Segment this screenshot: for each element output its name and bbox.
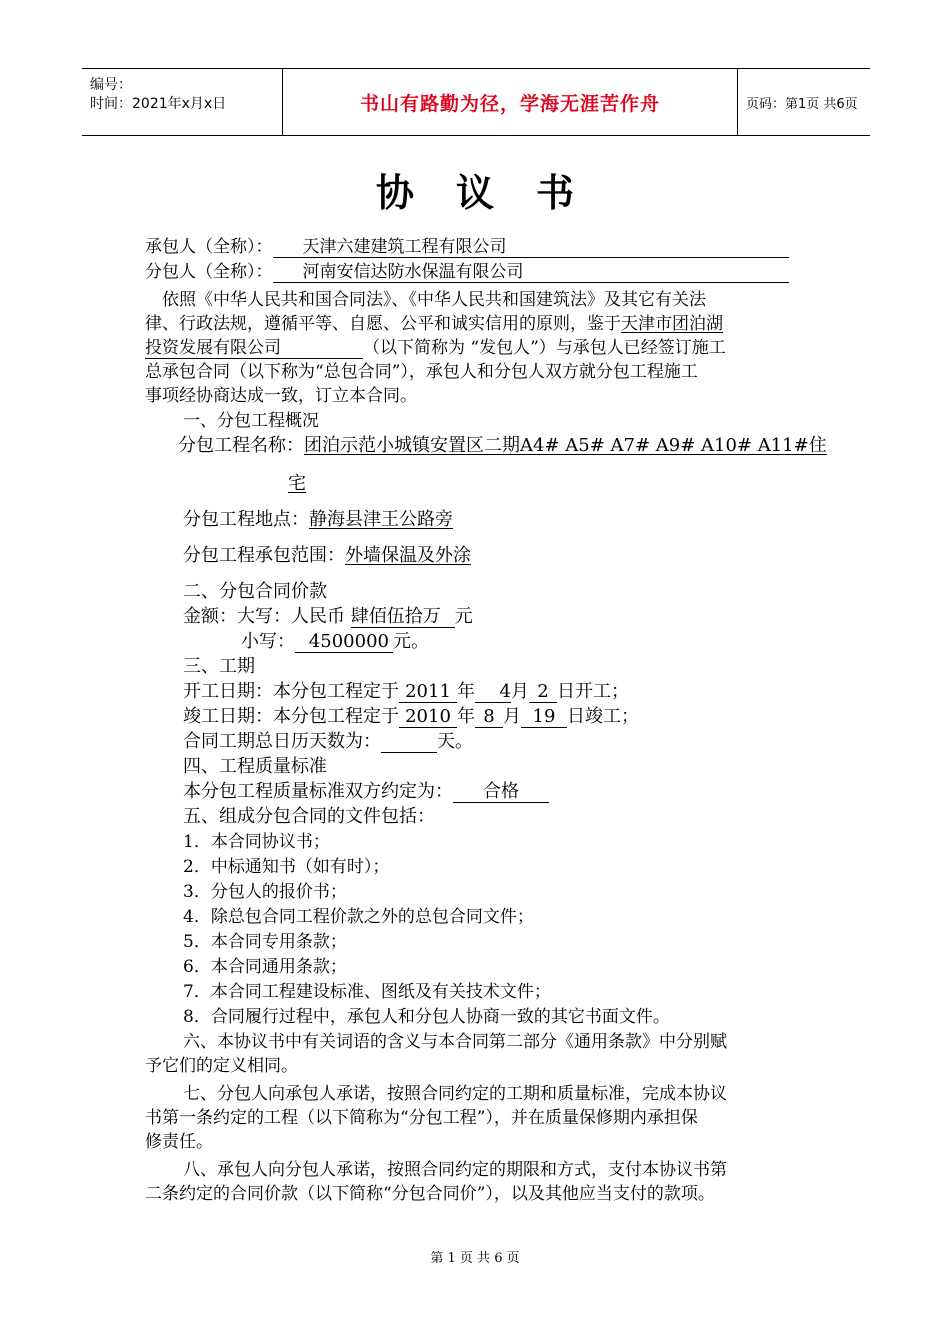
- section8-line-2: 二条约定的合同价款（以下简称“分包合同价”），以及其他应当支付的款项。: [145, 1184, 715, 1204]
- start-suffix: 日开工；: [557, 681, 629, 702]
- end-suffix: 日竣工；: [567, 706, 639, 727]
- project-scope-label: 分包工程承包范围：: [183, 545, 345, 566]
- header-meta: [82, 69, 282, 135]
- start-year-char: 年: [457, 681, 475, 702]
- project-name-continued: [288, 473, 306, 495]
- amount-small-unit: 元。: [393, 631, 429, 652]
- section8-line-1: 八、承包人向分包人承诺，按照合同约定的期限和方式，支付本协议书第: [183, 1160, 727, 1180]
- doc-item: 7．本合同工程建设标准、图纸及有关技术文件；: [183, 982, 551, 1002]
- section5-heading: 五、组成分包合同的文件包括：: [183, 806, 435, 827]
- end-month-char: 月: [503, 706, 521, 727]
- start-month: 4: [475, 682, 511, 703]
- start-date-label: 开工日期：本分包工程定于: [183, 681, 399, 702]
- intro-line-3-text: （以下简称为 “发包人”）与承包人已经签订施工: [363, 338, 726, 358]
- end-year-char: 年: [457, 706, 475, 727]
- amount-number-line: [241, 631, 429, 653]
- quality-label: 本分包工程质量标准双方约定为：: [183, 781, 453, 802]
- end-date-label: 竣工日期：本分包工程定于: [183, 706, 399, 727]
- amount-unit: 元: [454, 606, 473, 627]
- project-name-label: 分包工程名称：: [178, 435, 304, 456]
- intro-line-4: 总承包合同（以下称为“总包合同”），承包人和分包人双方就分包工程施工: [145, 362, 698, 382]
- total-days-suffix: 天。: [437, 731, 473, 752]
- total-days-label: 合同工期总日历天数为：: [183, 731, 381, 752]
- section4-heading: 四、工程质量标准: [183, 756, 327, 777]
- section7-line-3: 修责任。: [145, 1132, 213, 1152]
- subcontractor-line: [145, 261, 789, 283]
- intro-line-3: [145, 337, 726, 359]
- project-location-label: 分包工程地点：: [183, 509, 309, 530]
- amount-words-line: [183, 606, 473, 628]
- project-name-value: 团泊示范小城镇安置区二期A4# A5# A7# A9# A10# A11#住: [304, 435, 827, 456]
- contractor-label: 承包人（全称）：: [145, 237, 273, 257]
- total-days-line: [183, 731, 473, 753]
- end-day: 19: [521, 707, 567, 728]
- project-scope-value: 外墙保温及外涂: [345, 545, 471, 566]
- contractor-line: [145, 236, 789, 258]
- doc-item: 4．除总包合同工程价款之外的总包合同文件；: [183, 907, 534, 927]
- start-year: 2011: [399, 682, 457, 703]
- header-motto: 书山有路勤为径，学海无涯苦作舟: [282, 69, 738, 135]
- total-days-blank: [381, 732, 437, 753]
- end-date-line: [183, 706, 639, 728]
- section2-heading: 二、分包合同价款: [183, 581, 327, 602]
- project-scope-line: [183, 545, 471, 567]
- start-day: 2: [529, 682, 557, 703]
- amount-number: 4500000: [295, 632, 393, 653]
- end-month: 8: [475, 707, 503, 728]
- section3-heading: 三、工期: [183, 656, 255, 677]
- intro-line-2: [145, 313, 723, 335]
- contractor-name: 天津六建建筑工程有限公司: [273, 237, 789, 258]
- section7-line-2: 书第一条约定的工程（以下简称为“分包工程”），并在质量保修期内承担保: [145, 1108, 698, 1128]
- employer-name-part1: 天津市团泊湖: [621, 314, 723, 334]
- intro-line-5: 事项经协商达成一致，订立本合同。: [145, 386, 417, 406]
- page-footer: 第 1 页 共 6 页: [430, 1251, 520, 1266]
- header-page-info: 页码：第1页 共6页: [746, 96, 858, 112]
- project-location-line: [183, 509, 453, 531]
- subcontractor-label: 分包人（全称）：: [145, 262, 273, 282]
- amount-small-label: 小写：: [241, 631, 295, 652]
- doc-item: 6．本合同通用条款；: [183, 957, 347, 977]
- start-month-char: 月: [511, 681, 529, 702]
- intro-line-2-text: 律、行政法规，遵循平等、自愿、公平和诚实信用的原则，鉴于: [145, 314, 621, 334]
- page-header: [82, 68, 870, 136]
- project-location-value: 静海县津王公路旁: [309, 509, 453, 530]
- project-name-value-2: 宅: [288, 473, 306, 494]
- amount-words: 肆佰伍拾万: [351, 607, 455, 628]
- amount-label: 金额：大写：人民币: [183, 606, 345, 627]
- quality-line: [183, 781, 549, 803]
- quality-value: 合格: [453, 782, 549, 803]
- doc-item: 1．本合同协议书；: [183, 832, 330, 852]
- section6-line-1: 六、本协议书中有关词语的含义与本合同第二部分《通用条款》中分别赋: [183, 1032, 727, 1052]
- doc-item: 5．本合同专用条款；: [183, 932, 347, 952]
- section7-line-1: 七、分包人向承包人承诺，按照合同约定的工期和质量标准，完成本协议: [183, 1084, 727, 1104]
- doc-item: 2．中标通知书（如有时）；: [183, 857, 390, 877]
- section1-heading: 一、分包工程概况: [183, 411, 319, 431]
- number-label: 编号：: [90, 77, 132, 93]
- doc-item: 8．合同履行过程中，承包人和分包人协商一致的其它书面文件。: [183, 1007, 670, 1027]
- employer-name-part2: 投资发展有限公司: [145, 338, 363, 359]
- doc-item: 3．分包人的报价书；: [183, 882, 347, 902]
- project-name-line: [178, 435, 827, 457]
- time-label: 时间：2021年x月x日: [90, 96, 227, 112]
- end-year: 2010: [399, 707, 457, 728]
- intro-line-1: 依照《中华人民共和国合同法》、《中华人民共和国建筑法》及其它有关法: [162, 290, 706, 310]
- document-title: 协议书: [375, 171, 616, 215]
- subcontractor-name: 河南安信达防水保温有限公司: [273, 262, 789, 283]
- start-date-line: [183, 681, 629, 703]
- section6-line-2: 予它们的定义相同。: [145, 1056, 298, 1076]
